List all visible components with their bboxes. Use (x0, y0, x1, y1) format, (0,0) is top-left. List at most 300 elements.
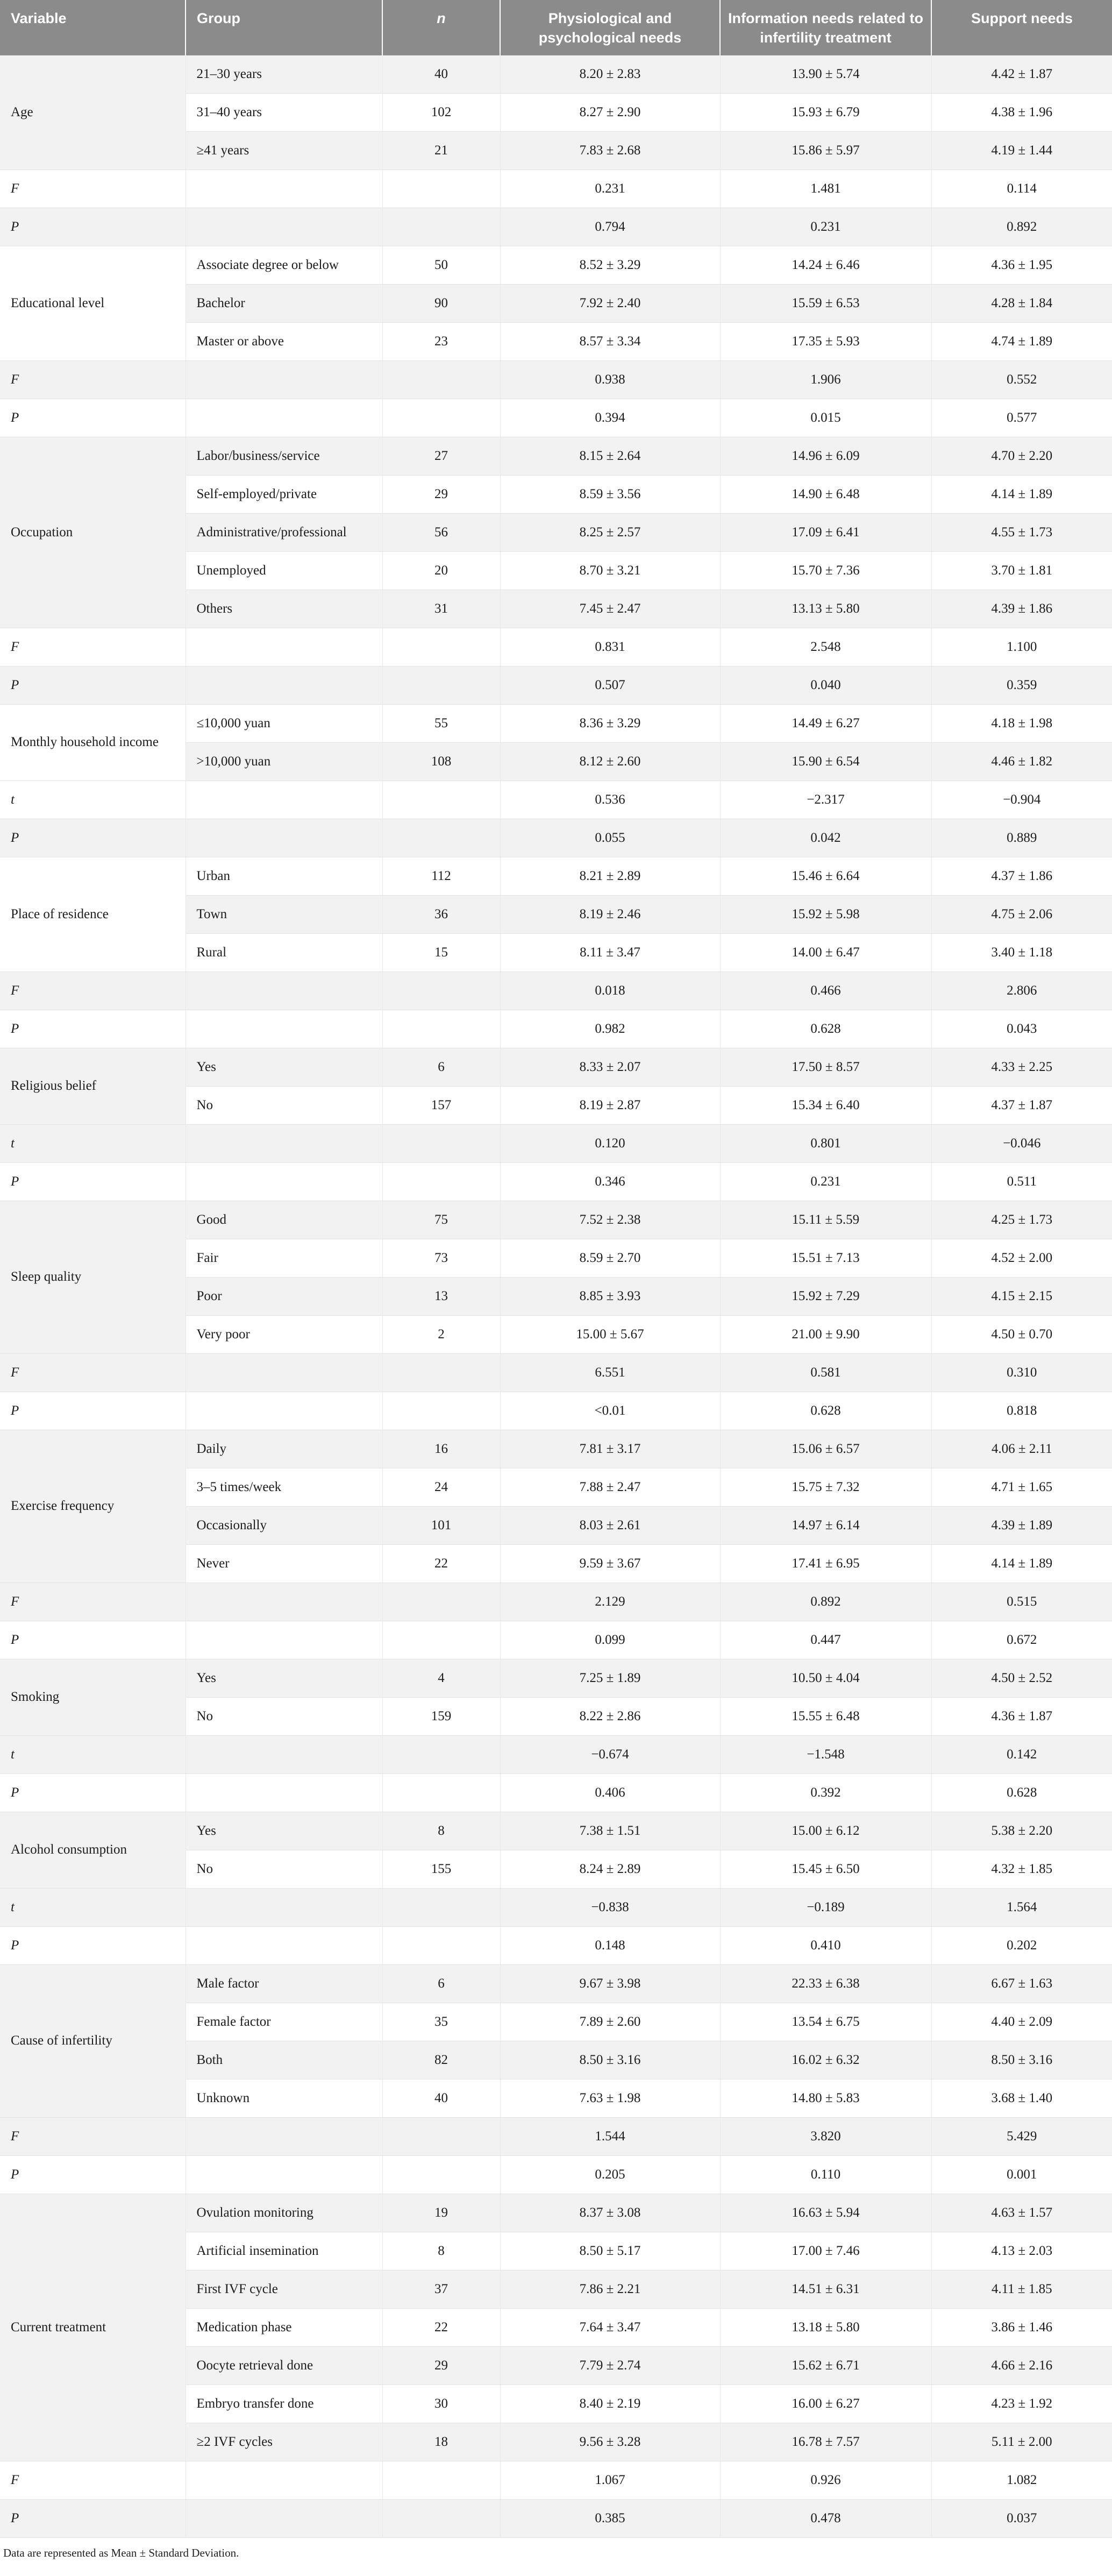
n-cell: 40 (382, 2079, 500, 2117)
support-needs-cell: 3.68 ± 1.40 (931, 2079, 1112, 2117)
phys-needs-cell: 0.938 (500, 360, 720, 399)
support-needs-cell: 6.67 ± 1.63 (931, 1964, 1112, 2003)
table-row (0, 1048, 1112, 1086)
info-needs-cell: 15.90 ± 6.54 (720, 742, 931, 780)
stat-row (0, 1773, 1112, 1812)
group-cell: Rural (186, 933, 382, 971)
n-cell: 29 (382, 475, 500, 513)
support-needs-cell: 0.511 (931, 1162, 1112, 1201)
info-needs-cell: 13.13 ± 5.80 (720, 590, 931, 628)
variable-cell: Age (0, 55, 186, 170)
info-needs-cell: 2.548 (720, 628, 931, 666)
support-needs-cell: 4.55 ± 1.73 (931, 513, 1112, 551)
phys-needs-cell: 15.00 ± 5.67 (500, 1315, 720, 1353)
info-needs-cell: 0.466 (720, 971, 931, 1010)
phys-needs-cell: <0.01 (500, 1392, 720, 1430)
n-cell: 8 (382, 1812, 500, 1850)
support-needs-cell: 4.33 ± 2.25 (931, 1048, 1112, 1086)
group-cell: ≤10,000 yuan (186, 704, 382, 742)
n-cell (382, 1888, 500, 1926)
n-cell (382, 399, 500, 437)
info-needs-cell: 15.62 ± 6.71 (720, 2346, 931, 2385)
support-needs-cell: 4.42 ± 1.87 (931, 55, 1112, 94)
info-needs-cell: 0.231 (720, 1162, 931, 1201)
group-cell: No (186, 1086, 382, 1124)
support-needs-cell: 2.806 (931, 971, 1112, 1010)
support-needs-cell: −0.904 (931, 780, 1112, 819)
info-needs-cell: 17.35 ± 5.93 (720, 322, 931, 360)
variable-cell: Place of residence (0, 857, 186, 971)
phys-needs-cell: 7.86 ± 2.21 (500, 2270, 720, 2308)
n-cell: 8 (382, 2232, 500, 2270)
n-cell (382, 1735, 500, 1773)
support-needs-cell: 0.889 (931, 819, 1112, 857)
info-needs-cell: 13.18 ± 5.80 (720, 2308, 931, 2346)
info-needs-cell: 15.70 ± 7.36 (720, 551, 931, 590)
support-needs-cell: 4.63 ± 1.57 (931, 2194, 1112, 2232)
info-needs-cell: 0.628 (720, 1010, 931, 1048)
group-cell: Associate degree or below (186, 246, 382, 284)
n-cell: 22 (382, 1544, 500, 1582)
info-needs-cell: 16.78 ± 7.57 (720, 2423, 931, 2461)
phys-needs-cell: 0.346 (500, 1162, 720, 1201)
phys-needs-cell: 8.50 ± 5.17 (500, 2232, 720, 2270)
n-cell (382, 2461, 500, 2499)
support-needs-cell: 1.564 (931, 1888, 1112, 1926)
n-cell: 102 (382, 93, 500, 131)
group-cell: No (186, 1850, 382, 1888)
support-needs-cell: 0.043 (931, 1010, 1112, 1048)
stat-label-cell: F (0, 2117, 186, 2155)
variable-cell: Exercise frequency (0, 1430, 186, 1582)
phys-needs-cell: −0.674 (500, 1735, 720, 1773)
group-cell (186, 971, 382, 1010)
col-header-physiological-needs: Physiological and psychological needs (500, 0, 720, 55)
support-needs-cell: 0.515 (931, 1582, 1112, 1621)
n-cell: 73 (382, 1239, 500, 1277)
info-needs-cell: 14.49 ± 6.27 (720, 704, 931, 742)
stat-label-cell: P (0, 819, 186, 857)
n-cell (382, 1162, 500, 1201)
n-cell (382, 1392, 500, 1430)
info-needs-cell: 0.892 (720, 1582, 931, 1621)
group-cell (186, 208, 382, 246)
n-cell (382, 666, 500, 704)
header-row (0, 0, 1112, 55)
support-needs-cell: 0.359 (931, 666, 1112, 704)
table-row (0, 1430, 1112, 1468)
n-cell (382, 2117, 500, 2155)
stat-row (0, 2499, 1112, 2537)
phys-needs-cell: 8.19 ± 2.46 (500, 895, 720, 933)
group-cell: Self-employed/private (186, 475, 382, 513)
stat-row (0, 2155, 1112, 2194)
phys-needs-cell: 0.099 (500, 1621, 720, 1659)
info-needs-cell: 17.09 ± 6.41 (720, 513, 931, 551)
support-needs-cell: 0.001 (931, 2155, 1112, 2194)
stat-row (0, 1162, 1112, 1201)
table-body (0, 55, 1112, 2538)
stat-label-cell: P (0, 1773, 186, 1812)
stat-row (0, 1124, 1112, 1162)
support-needs-cell: 0.552 (931, 360, 1112, 399)
group-cell: Ovulation monitoring (186, 2194, 382, 2232)
n-cell: 24 (382, 1468, 500, 1506)
phys-needs-cell: 8.59 ± 2.70 (500, 1239, 720, 1277)
support-needs-cell: 4.28 ± 1.84 (931, 284, 1112, 322)
stat-row (0, 971, 1112, 1010)
group-cell (186, 1888, 382, 1926)
table-row (0, 704, 1112, 742)
stat-label-cell: F (0, 169, 186, 208)
n-cell (382, 1773, 500, 1812)
phys-needs-cell: 7.38 ± 1.51 (500, 1812, 720, 1850)
stat-row (0, 360, 1112, 399)
phys-needs-cell: 9.67 ± 3.98 (500, 1964, 720, 2003)
stat-label-cell: P (0, 666, 186, 704)
info-needs-cell: 13.90 ± 5.74 (720, 55, 931, 94)
n-cell: 29 (382, 2346, 500, 2385)
phys-needs-cell: 1.544 (500, 2117, 720, 2155)
support-needs-cell: 0.310 (931, 1353, 1112, 1392)
info-needs-cell: 0.801 (720, 1124, 931, 1162)
group-cell (186, 360, 382, 399)
group-cell (186, 1926, 382, 1964)
group-cell: 21–30 years (186, 55, 382, 94)
group-cell: Unemployed (186, 551, 382, 590)
group-cell (186, 1773, 382, 1812)
support-needs-cell: 5.429 (931, 2117, 1112, 2155)
stat-row (0, 1926, 1112, 1964)
phys-needs-cell: 0.231 (500, 169, 720, 208)
group-cell: Unknown (186, 2079, 382, 2117)
stat-row (0, 2461, 1112, 2499)
phys-needs-cell: 8.27 ± 2.90 (500, 93, 720, 131)
group-cell (186, 2499, 382, 2537)
stat-row (0, 2117, 1112, 2155)
info-needs-cell: 15.92 ± 5.98 (720, 895, 931, 933)
table-row (0, 1812, 1112, 1850)
group-cell: Yes (186, 1659, 382, 1697)
n-cell: 75 (382, 1201, 500, 1239)
table-row (0, 1201, 1112, 1239)
group-cell: Both (186, 2041, 382, 2079)
support-needs-cell: 0.142 (931, 1735, 1112, 1773)
n-cell: 18 (382, 2423, 500, 2461)
phys-needs-cell: 8.12 ± 2.60 (500, 742, 720, 780)
support-needs-cell: 4.15 ± 2.15 (931, 1277, 1112, 1315)
table-row (0, 1964, 1112, 2003)
group-cell (186, 2461, 382, 2499)
stat-row (0, 1582, 1112, 1621)
phys-needs-cell: 6.551 (500, 1353, 720, 1392)
group-cell: Good (186, 1201, 382, 1239)
n-cell: 40 (382, 55, 500, 94)
stat-label-cell: t (0, 780, 186, 819)
n-cell: 15 (382, 933, 500, 971)
n-cell: 31 (382, 590, 500, 628)
n-cell: 90 (382, 284, 500, 322)
stat-label-cell: t (0, 1888, 186, 1926)
phys-needs-cell: 0.831 (500, 628, 720, 666)
support-needs-cell: 4.11 ± 1.85 (931, 2270, 1112, 2308)
col-header-variable: Variable (0, 0, 186, 55)
n-cell: 19 (382, 2194, 500, 2232)
support-needs-cell: 4.66 ± 2.16 (931, 2346, 1112, 2385)
support-needs-cell: 4.25 ± 1.73 (931, 1201, 1112, 1239)
stat-label-cell: F (0, 628, 186, 666)
n-cell: 157 (382, 1086, 500, 1124)
group-cell: Bachelor (186, 284, 382, 322)
support-needs-cell: 3.40 ± 1.18 (931, 933, 1112, 971)
n-cell (382, 780, 500, 819)
phys-needs-cell: 0.018 (500, 971, 720, 1010)
info-needs-cell: 16.00 ± 6.27 (720, 2385, 931, 2423)
info-needs-cell: 15.11 ± 5.59 (720, 1201, 931, 1239)
n-cell: 16 (382, 1430, 500, 1468)
info-needs-cell: −0.189 (720, 1888, 931, 1926)
phys-needs-cell: 7.79 ± 2.74 (500, 2346, 720, 2385)
support-needs-cell: 4.36 ± 1.95 (931, 246, 1112, 284)
group-cell (186, 1735, 382, 1773)
n-cell: 6 (382, 1964, 500, 2003)
group-cell: Never (186, 1544, 382, 1582)
info-needs-cell: −2.317 (720, 780, 931, 819)
group-cell (186, 2117, 382, 2155)
group-cell (186, 780, 382, 819)
n-cell: 20 (382, 551, 500, 590)
group-cell (186, 1582, 382, 1621)
table-row (0, 1659, 1112, 1697)
support-needs-cell: 4.32 ± 1.85 (931, 1850, 1112, 1888)
info-needs-cell: 15.00 ± 6.12 (720, 1812, 931, 1850)
stat-row (0, 1010, 1112, 1048)
table-footnote: Data are represented as Mean ± Standard Deviation. (3, 2546, 239, 2559)
info-needs-cell: 17.50 ± 8.57 (720, 1048, 931, 1086)
phys-needs-cell: 0.406 (500, 1773, 720, 1812)
stat-row (0, 780, 1112, 819)
table-row (0, 857, 1112, 895)
table-row (0, 246, 1112, 284)
stat-row (0, 399, 1112, 437)
phys-needs-cell: 8.20 ± 2.83 (500, 55, 720, 94)
info-needs-cell: 15.93 ± 6.79 (720, 93, 931, 131)
info-needs-cell: 15.86 ± 5.97 (720, 131, 931, 169)
phys-needs-cell: 7.63 ± 1.98 (500, 2079, 720, 2117)
n-cell: 108 (382, 742, 500, 780)
n-cell (382, 1582, 500, 1621)
info-needs-cell: 15.45 ± 6.50 (720, 1850, 931, 1888)
phys-needs-cell: 7.88 ± 2.47 (500, 1468, 720, 1506)
group-cell: Artificial insemination (186, 2232, 382, 2270)
stat-row (0, 666, 1112, 704)
phys-needs-cell: 8.33 ± 2.07 (500, 1048, 720, 1086)
group-cell: Master or above (186, 322, 382, 360)
info-needs-cell: 15.51 ± 7.13 (720, 1239, 931, 1277)
phys-needs-cell: 8.50 ± 3.16 (500, 2041, 720, 2079)
phys-needs-cell: 0.055 (500, 819, 720, 857)
phys-needs-cell: 8.85 ± 3.93 (500, 1277, 720, 1315)
stat-row (0, 1353, 1112, 1392)
group-cell: Daily (186, 1430, 382, 1468)
phys-needs-cell: 8.22 ± 2.86 (500, 1697, 720, 1735)
support-needs-cell: 4.23 ± 1.92 (931, 2385, 1112, 2423)
group-cell (186, 666, 382, 704)
support-needs-cell: 0.577 (931, 399, 1112, 437)
n-cell (382, 1010, 500, 1048)
support-needs-cell: 4.37 ± 1.87 (931, 1086, 1112, 1124)
n-cell: 36 (382, 895, 500, 933)
n-cell (382, 360, 500, 399)
phys-needs-cell: 7.25 ± 1.89 (500, 1659, 720, 1697)
support-needs-cell: 4.13 ± 2.03 (931, 2232, 1112, 2270)
info-needs-cell: 0.447 (720, 1621, 931, 1659)
n-cell: 23 (382, 322, 500, 360)
support-needs-cell: 4.50 ± 0.70 (931, 1315, 1112, 1353)
group-cell: Medication phase (186, 2308, 382, 2346)
n-cell: 50 (382, 246, 500, 284)
phys-needs-cell: 8.59 ± 3.56 (500, 475, 720, 513)
phys-needs-cell: 8.03 ± 2.61 (500, 1506, 720, 1544)
support-needs-cell: 4.40 ± 2.09 (931, 2003, 1112, 2041)
info-needs-cell: 15.46 ± 6.64 (720, 857, 931, 895)
variable-cell: Alcohol consumption (0, 1812, 186, 1888)
col-header-support-needs: Support needs (931, 0, 1112, 55)
n-cell: 35 (382, 2003, 500, 2041)
phys-needs-cell: −0.838 (500, 1888, 720, 1926)
info-needs-cell: 0.110 (720, 2155, 931, 2194)
col-header-group: Group (186, 0, 382, 55)
info-needs-cell: 14.90 ± 6.48 (720, 475, 931, 513)
stat-label-cell: P (0, 2499, 186, 2537)
variable-cell: Current treatment (0, 2194, 186, 2461)
phys-needs-cell: 7.52 ± 2.38 (500, 1201, 720, 1239)
info-needs-cell: 15.55 ± 6.48 (720, 1697, 931, 1735)
n-cell: 13 (382, 1277, 500, 1315)
support-needs-cell: 0.818 (931, 1392, 1112, 1430)
group-cell (186, 1353, 382, 1392)
phys-needs-cell: 8.25 ± 2.57 (500, 513, 720, 551)
phys-needs-cell: 0.794 (500, 208, 720, 246)
phys-needs-cell: 8.36 ± 3.29 (500, 704, 720, 742)
support-needs-cell: 0.202 (931, 1926, 1112, 1964)
group-cell: Yes (186, 1048, 382, 1086)
phys-needs-cell: 8.37 ± 3.08 (500, 2194, 720, 2232)
group-cell (186, 1124, 382, 1162)
support-needs-cell: 4.14 ± 1.89 (931, 1544, 1112, 1582)
col-header-n: n (382, 0, 500, 55)
stat-row (0, 1735, 1112, 1773)
n-cell: 101 (382, 1506, 500, 1544)
support-needs-cell: 4.39 ± 1.86 (931, 590, 1112, 628)
support-needs-cell: 1.100 (931, 628, 1112, 666)
info-needs-cell: 16.02 ± 6.32 (720, 2041, 931, 2079)
support-needs-cell: 4.14 ± 1.89 (931, 475, 1112, 513)
phys-needs-cell: 8.40 ± 2.19 (500, 2385, 720, 2423)
variable-cell: Smoking (0, 1659, 186, 1735)
info-needs-cell: 17.00 ± 7.46 (720, 2232, 931, 2270)
info-needs-cell: 13.54 ± 6.75 (720, 2003, 931, 2041)
support-needs-cell: 0.037 (931, 2499, 1112, 2537)
stat-row (0, 628, 1112, 666)
group-cell: Labor/business/service (186, 437, 382, 475)
group-cell: >10,000 yuan (186, 742, 382, 780)
info-needs-cell: 14.80 ± 5.83 (720, 2079, 931, 2117)
info-needs-cell: 21.00 ± 9.90 (720, 1315, 931, 1353)
stat-label-cell: P (0, 399, 186, 437)
support-needs-cell: 4.39 ± 1.89 (931, 1506, 1112, 1544)
support-needs-cell: 4.50 ± 2.52 (931, 1659, 1112, 1697)
group-cell: Oocyte retrieval done (186, 2346, 382, 2385)
stat-label-cell: F (0, 1353, 186, 1392)
phys-needs-cell: 0.507 (500, 666, 720, 704)
stat-row (0, 1392, 1112, 1430)
phys-needs-cell: 8.57 ± 3.34 (500, 322, 720, 360)
group-cell: Urban (186, 857, 382, 895)
phys-needs-cell: 8.19 ± 2.87 (500, 1086, 720, 1124)
n-cell (382, 1124, 500, 1162)
variable-cell: Cause of infertility (0, 1964, 186, 2117)
support-needs-cell: 4.46 ± 1.82 (931, 742, 1112, 780)
n-cell (382, 971, 500, 1010)
group-cell (186, 819, 382, 857)
info-needs-cell: −1.548 (720, 1735, 931, 1773)
info-needs-cell: 0.926 (720, 2461, 931, 2499)
group-cell: Town (186, 895, 382, 933)
phys-needs-cell: 1.067 (500, 2461, 720, 2499)
stat-label-cell: P (0, 1621, 186, 1659)
n-cell: 30 (382, 2385, 500, 2423)
support-needs-cell: 1.082 (931, 2461, 1112, 2499)
support-needs-cell: 3.86 ± 1.46 (931, 2308, 1112, 2346)
info-needs-cell: 0.478 (720, 2499, 931, 2537)
table-row (0, 2194, 1112, 2232)
support-needs-cell: 4.06 ± 2.11 (931, 1430, 1112, 1468)
group-cell: Fair (186, 1239, 382, 1277)
support-needs-cell: 5.11 ± 2.00 (931, 2423, 1112, 2461)
group-cell: Administrative/professional (186, 513, 382, 551)
stat-label-cell: t (0, 1735, 186, 1773)
stat-row (0, 169, 1112, 208)
group-cell (186, 1392, 382, 1430)
phys-needs-cell: 8.21 ± 2.89 (500, 857, 720, 895)
group-cell: No (186, 1697, 382, 1735)
phys-needs-cell: 9.59 ± 3.67 (500, 1544, 720, 1582)
phys-needs-cell: 0.120 (500, 1124, 720, 1162)
stat-label-cell: P (0, 1926, 186, 1964)
group-cell (186, 628, 382, 666)
phys-needs-cell: 8.15 ± 2.64 (500, 437, 720, 475)
table-row (0, 437, 1112, 475)
info-needs-cell: 15.75 ± 7.32 (720, 1468, 931, 1506)
phys-needs-cell: 8.70 ± 3.21 (500, 551, 720, 590)
stat-label-cell: P (0, 2155, 186, 2194)
support-needs-cell: 8.50 ± 3.16 (931, 2041, 1112, 2079)
info-needs-cell: 14.97 ± 6.14 (720, 1506, 931, 1544)
info-needs-cell: 0.410 (720, 1926, 931, 1964)
support-needs-cell: −0.046 (931, 1124, 1112, 1162)
stat-label-cell: F (0, 360, 186, 399)
stat-row (0, 1621, 1112, 1659)
n-cell: 6 (382, 1048, 500, 1086)
info-needs-cell: 0.015 (720, 399, 931, 437)
stat-label-cell: P (0, 1392, 186, 1430)
phys-needs-cell: 0.394 (500, 399, 720, 437)
phys-needs-cell: 0.982 (500, 1010, 720, 1048)
n-cell (382, 819, 500, 857)
support-needs-cell: 4.18 ± 1.98 (931, 704, 1112, 742)
phys-needs-cell: 7.83 ± 2.68 (500, 131, 720, 169)
